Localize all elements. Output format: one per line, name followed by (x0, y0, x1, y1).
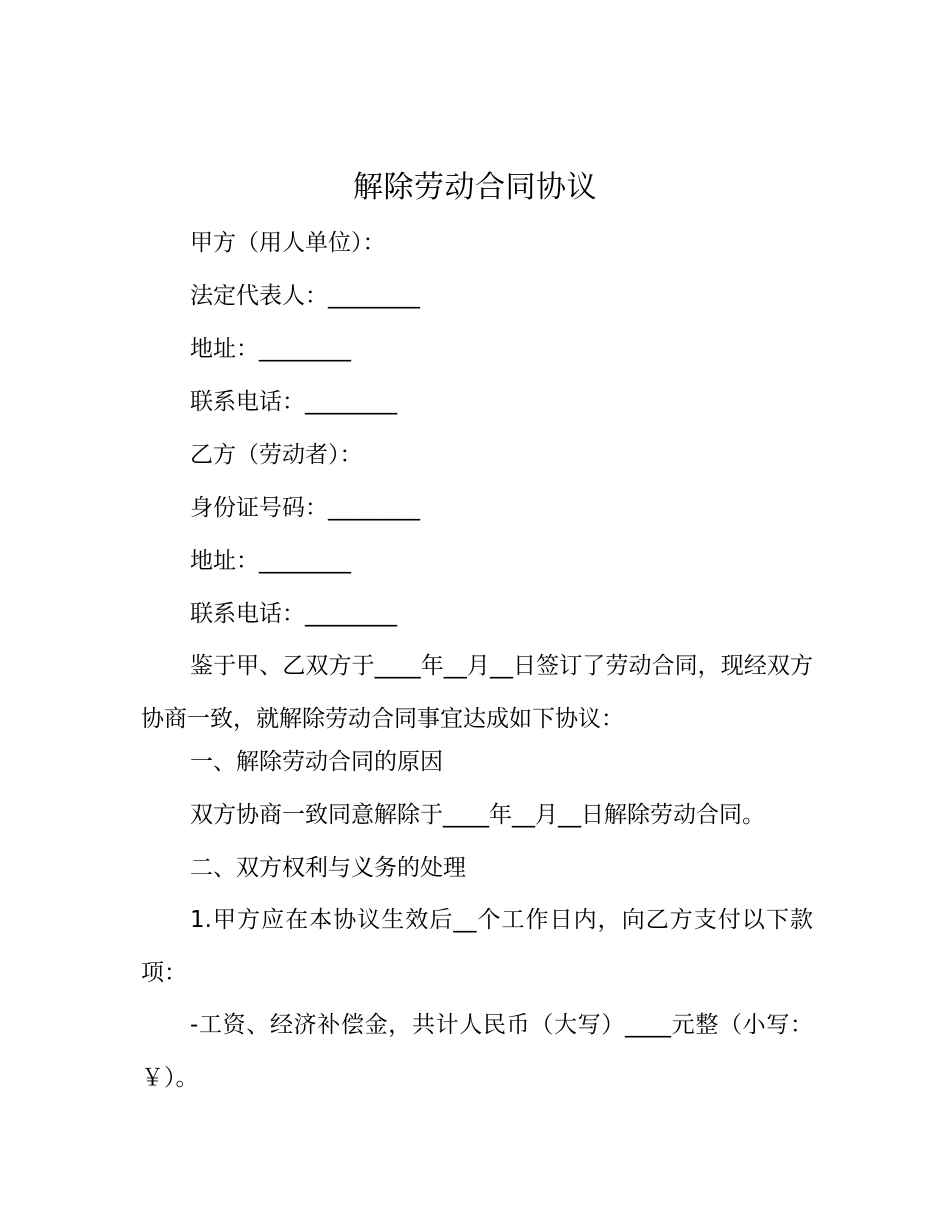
party-a-address: 地址：________ (190, 336, 351, 362)
section-1-heading: 一、解除劳动合同的原因 (190, 749, 443, 775)
party-b-heading: 乙方（劳动者）： (190, 442, 363, 468)
section-2-item-1: 1.甲方应在本协议生效后__个工作日内，向乙方支付以下款项： (141, 907, 813, 986)
party-b-id-number: 身份证号码：________ (190, 495, 420, 521)
party-b-phone: 联系电话：________ (190, 601, 397, 627)
party-a-phone: 联系电话：________ (190, 389, 397, 415)
section-1-text: 双方协商一致同意解除于____年__月__日解除劳动合同。 (190, 802, 765, 828)
party-a-heading: 甲方（用人单位）： (190, 230, 386, 256)
party-a-legal-rep: 法定代表人：________ (190, 283, 420, 309)
party-b-address: 地址：________ (190, 548, 351, 574)
document-title: 解除劳动合同协议 (353, 170, 597, 205)
section-2-item-1-detail: -工资、经济补偿金，共计人民币（大写）____元整（小写：￥）。 (141, 1012, 813, 1091)
section-2-heading: 二、双方权利与义务的处理 (190, 855, 466, 881)
preamble-paragraph: 鉴于甲、乙双方于____年__月__日签订了劳动合同，现经双方协商一致，就解除劳动合同事宜达成如下协议： (141, 653, 813, 732)
